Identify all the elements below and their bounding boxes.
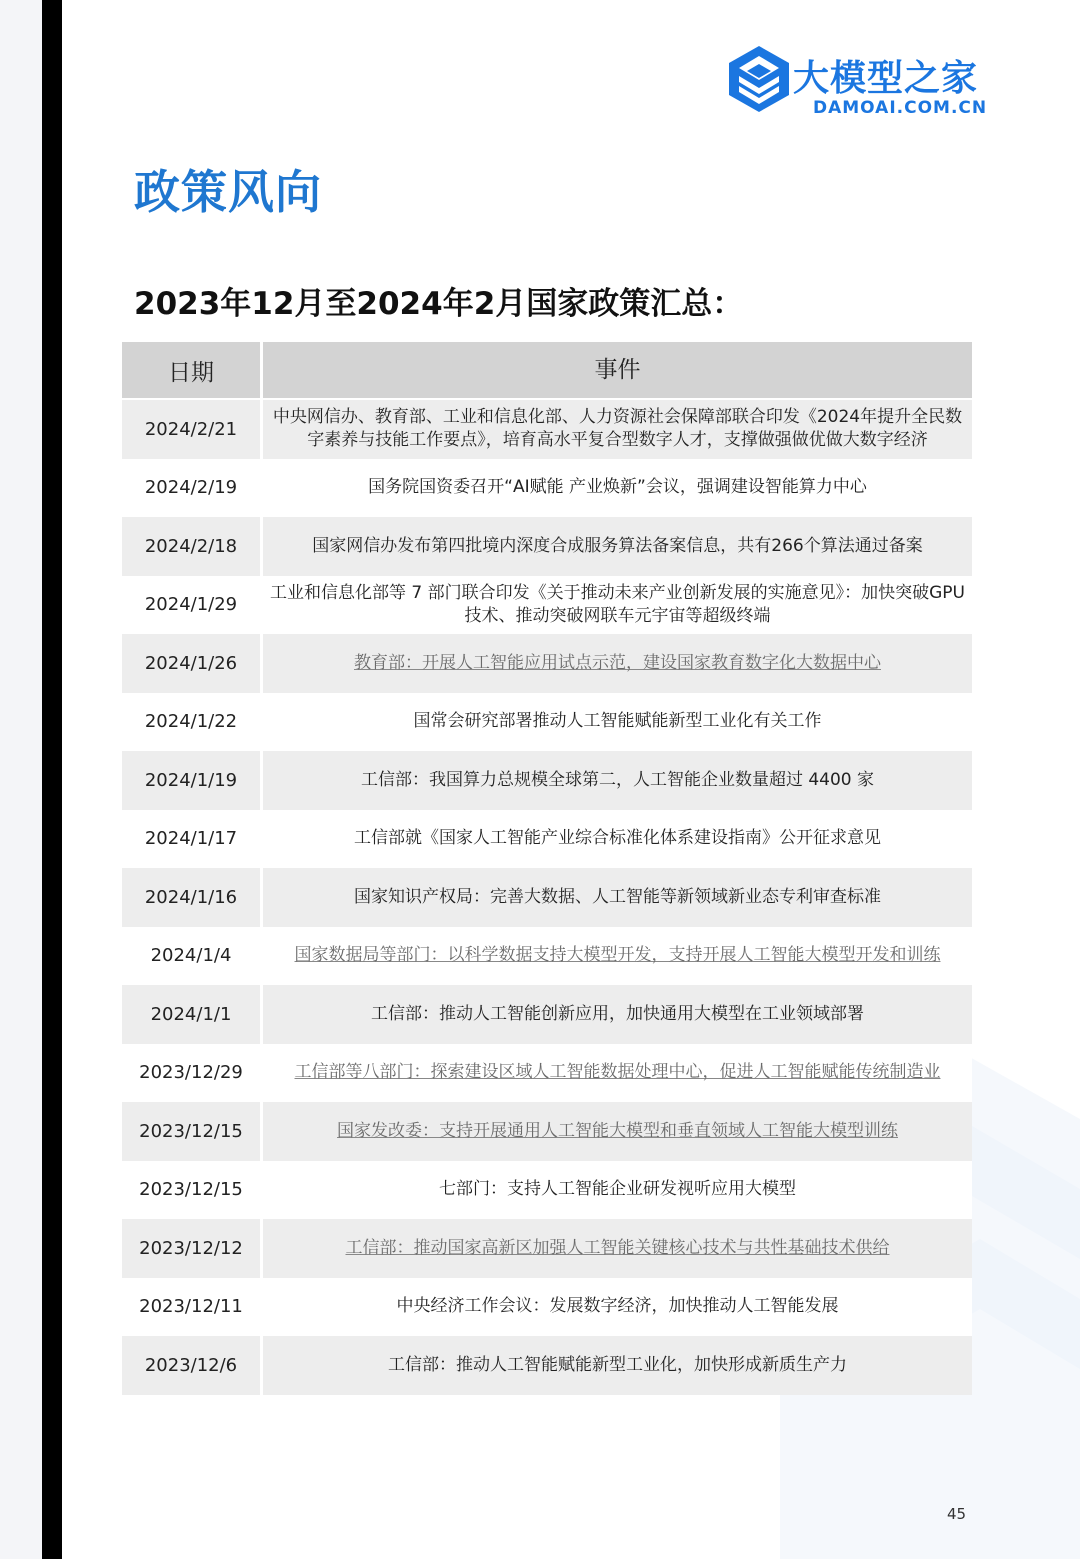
event-text: 工信部：推动人工智能赋能新型工业化，加快形成新质生产力 — [388, 1354, 847, 1375]
row-date: 2023/12/11 — [122, 1278, 260, 1337]
row-date: 2023/12/6 — [122, 1336, 260, 1395]
row-date: 2023/12/15 — [122, 1161, 260, 1220]
row-event-link-cell — [263, 1219, 972, 1278]
page-number: 45 — [947, 1505, 967, 1523]
event-link[interactable]: 国家发改委：支持开展通用人工智能大模型和垂直领域人工智能大模型训练 — [337, 1120, 898, 1141]
row-event-link-cell — [263, 927, 972, 986]
table-row — [122, 985, 972, 1044]
row-date: 2024/2/18 — [122, 517, 260, 576]
table-row — [122, 751, 972, 810]
row-event — [263, 985, 972, 1044]
event-text: 国家知识产权局：完善大数据、人工智能等新领域新业态专利审查标准 — [354, 886, 881, 907]
table-row — [122, 868, 972, 927]
row-date: 2024/1/1 — [122, 985, 260, 1044]
event-link[interactable]: 教育部：开展人工智能应用试点示范，建设国家教育数字化大数据中心 — [354, 652, 881, 673]
brand-logo — [727, 44, 997, 124]
event-text: 中央经济工作会议：发展数字经济，加快推动人工智能发展 — [396, 1296, 839, 1317]
row-event — [263, 517, 972, 576]
header-event: 事件 — [263, 342, 972, 398]
row-event — [263, 576, 972, 635]
table-row — [122, 517, 972, 576]
table-row — [122, 927, 972, 986]
table-row — [122, 459, 972, 518]
event-link[interactable]: 工信部等八部门：探索建设区域人工智能数据处理中心，促进人工智能赋能传统制造业 — [294, 1062, 941, 1083]
row-date: 2023/12/15 — [122, 1102, 260, 1161]
page-subtitle: 2023年12月至2024年2月国家政策汇总： — [134, 286, 744, 322]
table-body — [122, 400, 972, 1395]
row-date: 2024/1/26 — [122, 634, 260, 693]
row-date: 2024/1/19 — [122, 751, 260, 810]
table-row — [122, 810, 972, 869]
row-date: 2024/1/29 — [122, 576, 260, 635]
table-row — [122, 1336, 972, 1395]
event-text: 国常会研究部署推动人工智能赋能新型工业化有关工作 — [413, 711, 822, 732]
row-event — [263, 1161, 972, 1220]
row-event — [263, 459, 972, 518]
section-title: 政策风向 — [134, 165, 322, 219]
row-event — [263, 810, 972, 869]
row-event-link-cell — [263, 1102, 972, 1161]
table-row — [122, 1278, 972, 1337]
table-row — [122, 1102, 972, 1161]
row-date: 2024/1/17 — [122, 810, 260, 869]
event-text: 工信部就《国家人工智能产业综合标准化体系建设指南》公开征求意见 — [354, 828, 881, 849]
table-row — [122, 693, 972, 752]
event-text: 国家网信办发布第四批境内深度合成服务算法备案信息，共有266个算法通过备案 — [312, 535, 923, 556]
event-link[interactable]: 国家数据局等部门：以科学数据支持大模型开发，支持开展人工智能大模型开发和训练 — [294, 945, 941, 966]
row-event — [263, 751, 972, 810]
row-date: 2024/1/16 — [122, 868, 260, 927]
table-row — [122, 400, 972, 459]
row-event — [263, 400, 972, 459]
row-event — [263, 1278, 972, 1337]
row-event — [263, 1336, 972, 1395]
event-link[interactable]: 工信部：推动国家高新区加强人工智能关键核心技术与共性基础技术供给 — [345, 1237, 890, 1258]
row-event-link-cell — [263, 634, 972, 693]
event-text: 工信部：我国算力总规模全球第二，人工智能企业数量超过 4400 家 — [360, 769, 875, 790]
row-date: 2024/1/4 — [122, 927, 260, 986]
row-event — [263, 693, 972, 752]
policy-table — [122, 342, 972, 1395]
table-row — [122, 634, 972, 693]
table-row — [122, 1044, 972, 1103]
table-row — [122, 1161, 972, 1220]
header-date: 日期 — [122, 342, 260, 398]
logo-subtitle: DAMOAI.COM.CN — [813, 98, 988, 118]
event-text: 工信部：推动人工智能创新应用，加快通用大模型在工业领域部署 — [371, 1003, 864, 1024]
table-row — [122, 1219, 972, 1278]
table-row — [122, 576, 972, 635]
event-text: 中央网信办、教育部、工业和信息化部、人力资源社会保障部联合印发《2024年提升全民数字素养与技能工作要点》，培育高水平复合型数字人才，支撑做强做优做大数字经济 — [272, 407, 963, 451]
event-text: 七部门：支持人工智能企业研发视听应用大模型 — [439, 1179, 796, 1200]
row-date: 2024/2/19 — [122, 459, 260, 518]
row-date: 2024/2/21 — [122, 400, 260, 459]
row-date: 2023/12/29 — [122, 1044, 260, 1103]
table-header-row — [122, 342, 972, 398]
row-event-link-cell — [263, 1044, 972, 1103]
event-text: 工业和信息化部等 7 部门联合印发《关于推动未来产业创新发展的实施意见》：加快突破GPU技术、推动突破网联车元宇宙等超级终端 — [270, 582, 965, 626]
left-edge-bar — [42, 0, 62, 1559]
row-event — [263, 868, 972, 927]
event-text: 国务院国资委召开“AI赋能 产业焕新”会议，强调建设智能算力中心 — [368, 477, 867, 498]
logo-cube-icon — [727, 44, 791, 114]
logo-title: 大模型之家 — [793, 58, 979, 99]
row-date: 2024/1/22 — [122, 693, 260, 752]
row-date: 2023/12/12 — [122, 1219, 260, 1278]
